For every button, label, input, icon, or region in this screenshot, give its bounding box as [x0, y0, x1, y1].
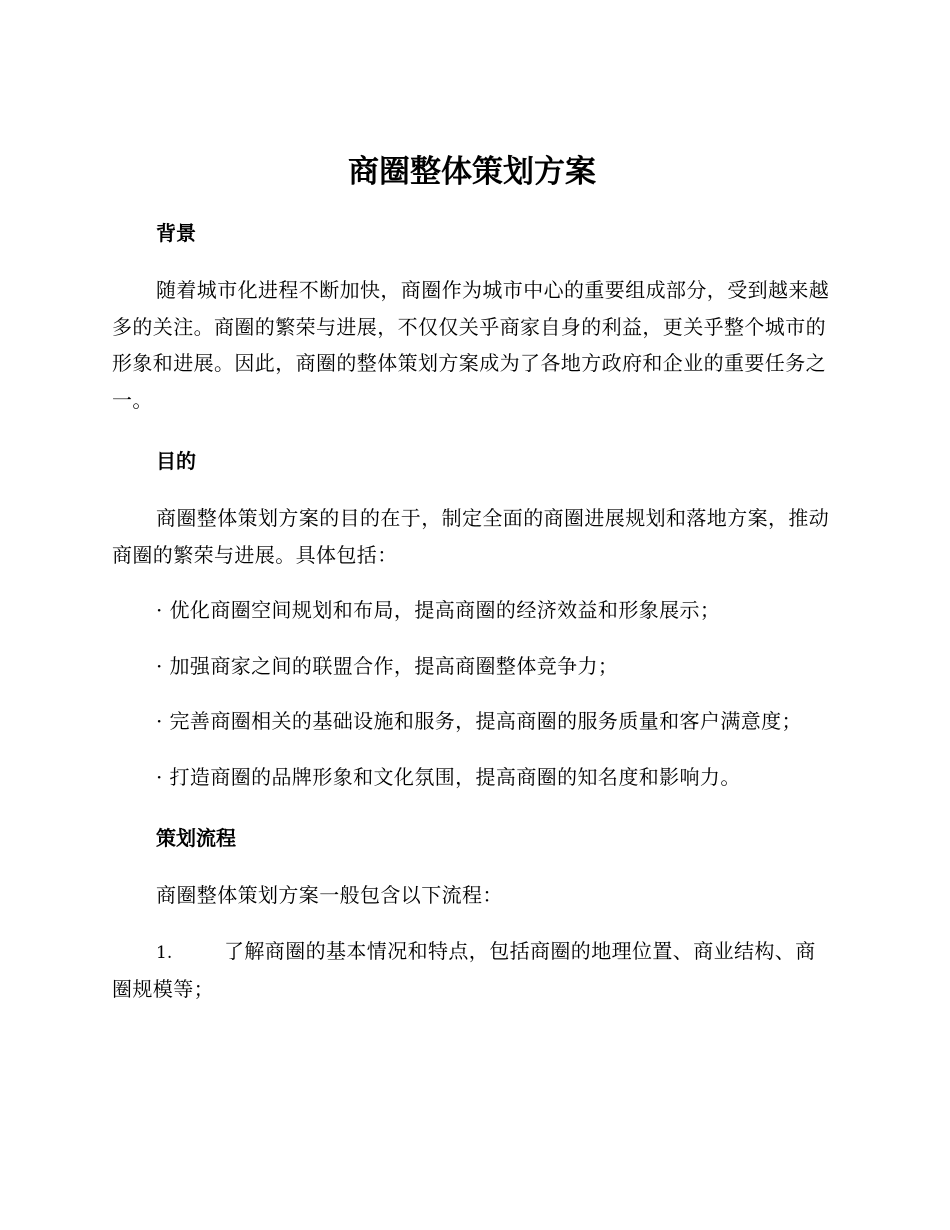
purpose-bullet-item: · 优化商圈空间规划和布局，提高商圈的经济效益和形象展示；: [156, 598, 721, 622]
spacer: [112, 573, 832, 592]
spacer: [112, 481, 832, 500]
process-paragraph: 商圈整体策划方案一般包含以下流程：: [156, 883, 503, 907]
document-body: [112, 148, 832, 1008]
document-title: 商圈整体策划方案: [348, 154, 596, 190]
purpose-bullet-item: · 完善商圈相关的基础设施和服务，提高商圈的服务质量和客户满意度；: [156, 709, 802, 733]
purpose-bullet-item: · 打造商圈的品牌形象和文化氛围，提高商圈的知名度和影响力。: [156, 764, 741, 789]
spacer: [112, 629, 832, 648]
section-heading-process: 策划流程: [156, 826, 236, 850]
spacer: [112, 914, 832, 933]
step-text: 了解商圈的基本情况和特点，包括商圈的地理位置、商业结构、商圈规模等；: [112, 938, 816, 1001]
step-number: 1.: [156, 942, 173, 963]
spacer: [112, 858, 832, 877]
section-heading-background: 背景: [156, 221, 196, 245]
purpose-paragraph: 商圈整体策划方案的目的在于，制定全面的商圈进展规划和落地方案，推动商圈的繁荣与进展。具体包括：: [112, 506, 830, 567]
background-paragraph: 随着城市化进程不断加快，商圈作为城市中心的重要组成部分，受到越来越多的关注。商圈的繁荣与进展，不仅仅关乎商家自身的利益，更关乎整个城市的形象和进展。因此，商圈的整体策划方案成为了各地方政府和企业的重要任务之一。: [112, 278, 830, 412]
spacer: [112, 740, 832, 759]
process-step-item: [112, 933, 832, 1008]
purpose-bullet-item: · 加强商家之间的联盟合作，提高商圈整体竞争力；: [156, 653, 619, 678]
spacer: [112, 253, 832, 272]
spacer: [112, 795, 832, 818]
spacer: [112, 418, 832, 441]
spacer: [112, 684, 832, 703]
section-heading-purpose: 目的: [156, 449, 196, 473]
spacer: [112, 196, 832, 213]
